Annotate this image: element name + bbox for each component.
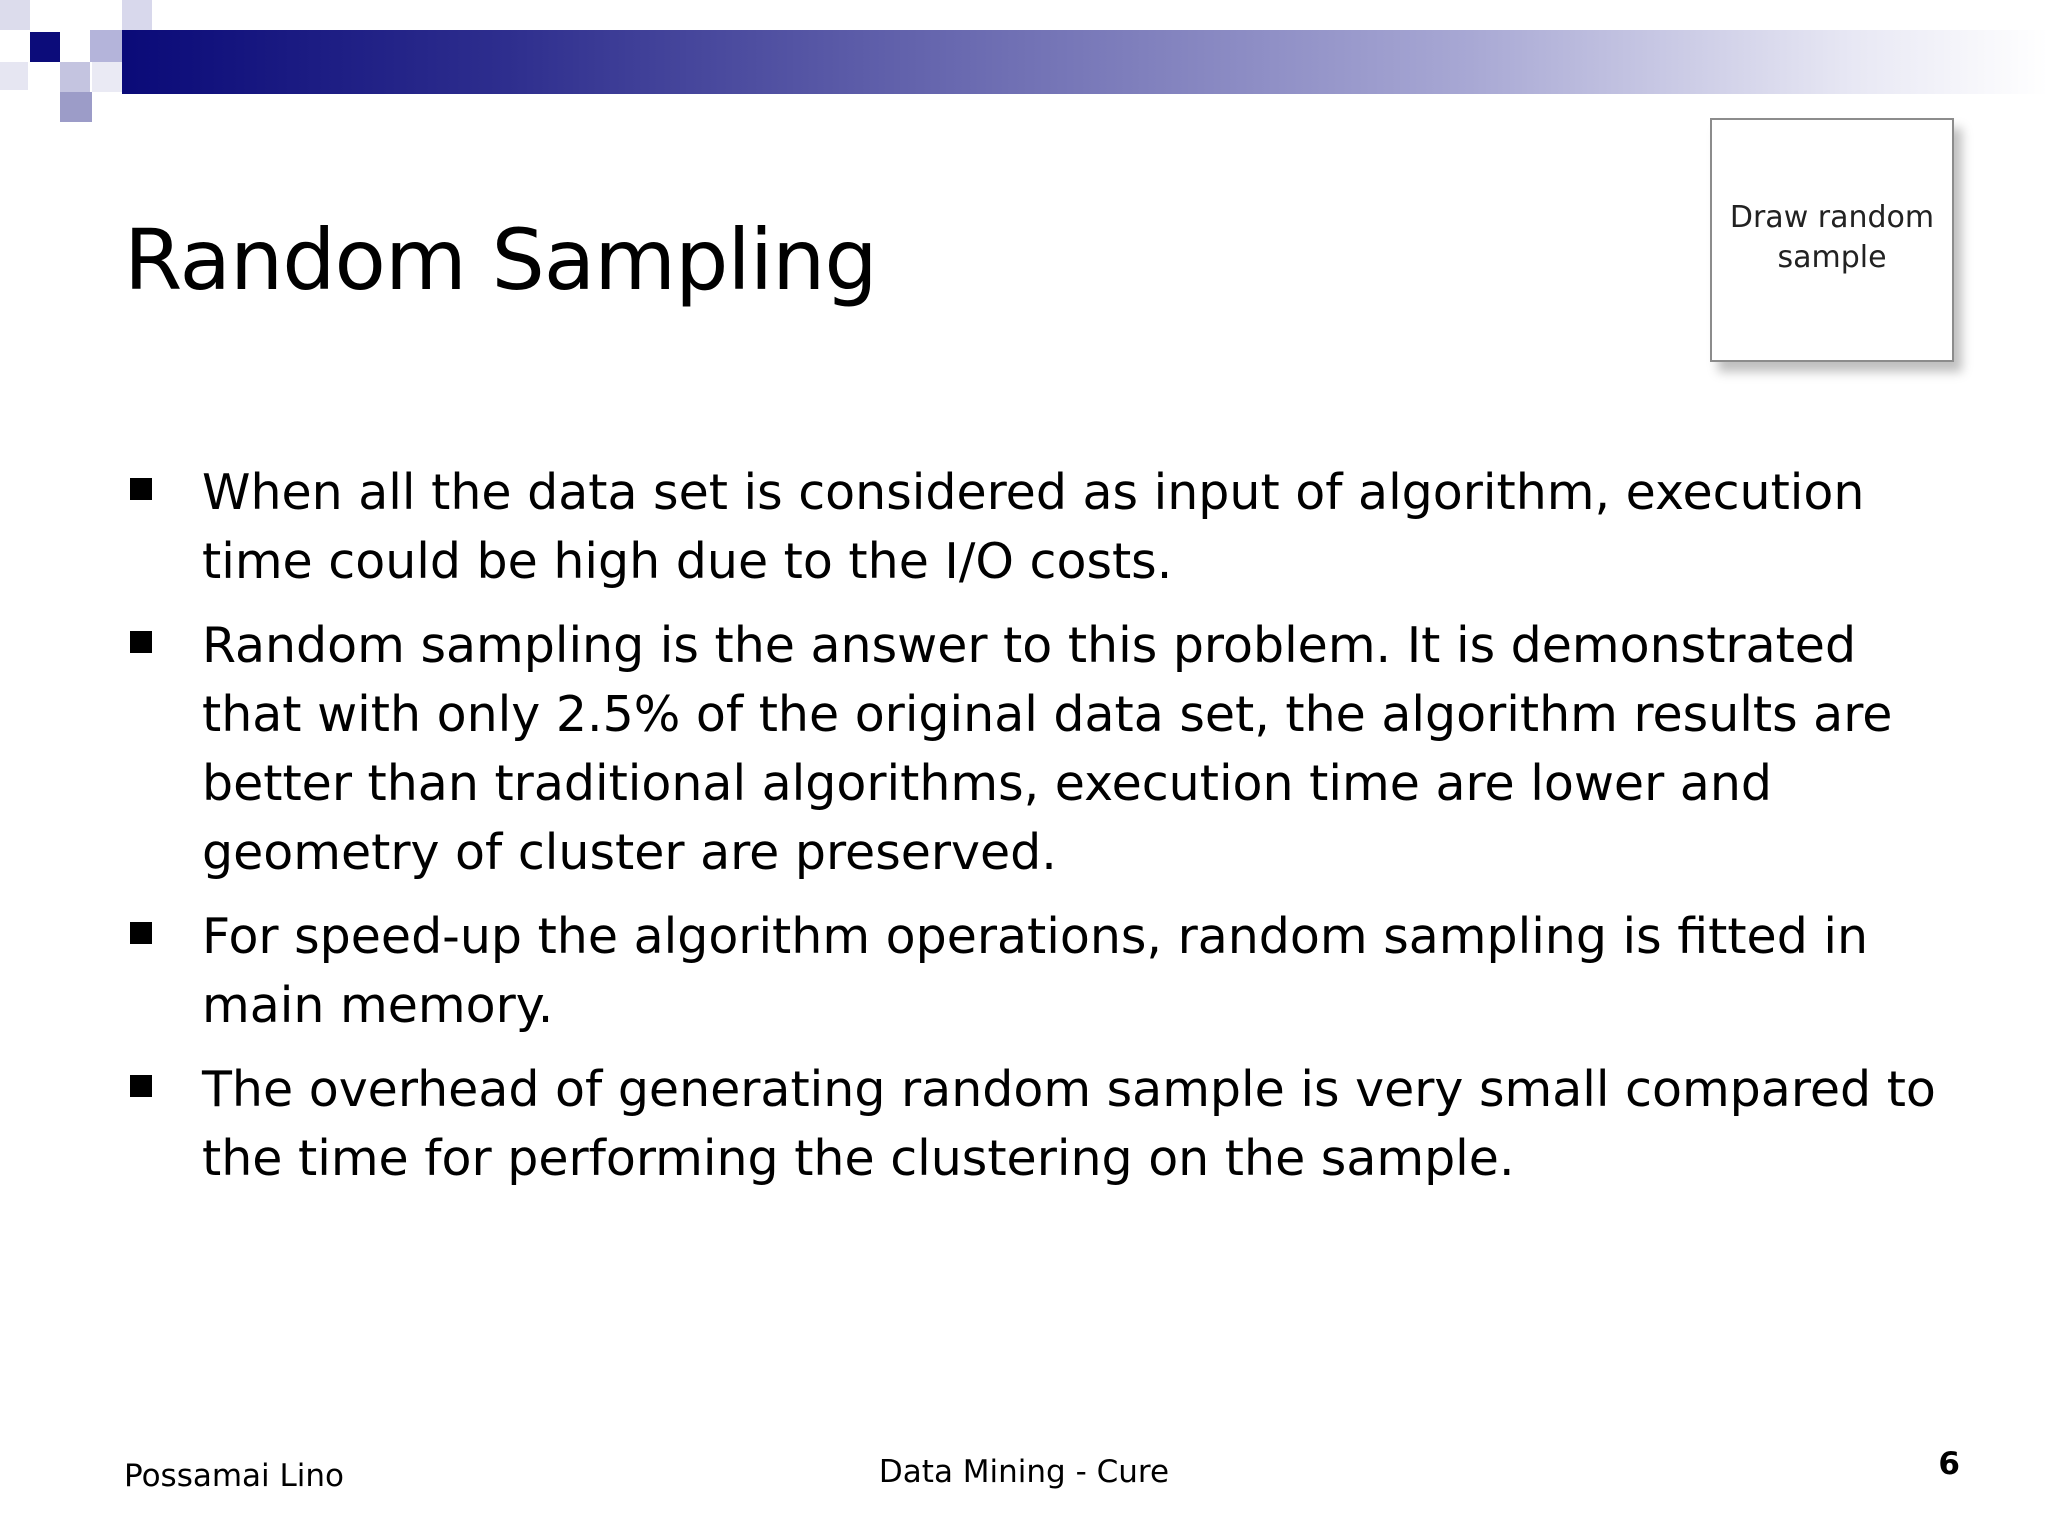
bullet-item — [124, 1055, 1954, 1193]
header-decoration-square — [90, 30, 122, 62]
bullet-text: When all the data set is considered as input of algorithm, execution time could be high due to the I/O costs. — [202, 464, 1865, 590]
square-bullet-icon — [130, 1075, 152, 1097]
draw-random-sample-box — [1710, 118, 1954, 362]
page-number: 6 — [1938, 1446, 1960, 1482]
bullet-list — [124, 458, 1954, 1208]
bullet-text: Random sampling is the answer to this problem. It is demonstrated that with only 2.5% of the original data set, the algorithm results are better than traditional algorithms, execution time are lower and geometry of cluster are preserved. — [202, 617, 1893, 881]
header-decoration-square — [0, 0, 30, 30]
header-decoration-square — [60, 62, 90, 92]
bullet-item — [124, 611, 1954, 887]
callout-text — [1712, 198, 1952, 278]
square-bullet-icon — [130, 478, 152, 500]
header-decoration-square — [30, 32, 60, 62]
square-bullet-icon — [130, 922, 152, 944]
footer-course: Data Mining - Cure — [878, 1454, 1170, 1490]
bullet-text: For speed-up the algorithm operations, random sampling is fitted in main memory. — [202, 908, 1869, 1034]
header-decoration-square — [60, 92, 92, 122]
header-gradient-bar — [122, 30, 2048, 94]
bullet-item — [124, 458, 1954, 596]
slide-title: Random Sampling — [124, 211, 877, 309]
bullet-item — [124, 902, 1954, 1040]
header-decoration-square — [122, 0, 152, 30]
header-decoration-square — [0, 62, 28, 90]
header-decoration-square — [92, 62, 122, 92]
footer-author: Possamai Lino — [124, 1458, 345, 1494]
square-bullet-icon — [130, 631, 152, 653]
bullet-text: The overhead of generating random sample is very small compared to the time for performing the clustering on the sample. — [202, 1061, 1936, 1187]
callout-line-2: sample — [1777, 240, 1887, 275]
callout-line-1: Draw random — [1729, 200, 1935, 235]
